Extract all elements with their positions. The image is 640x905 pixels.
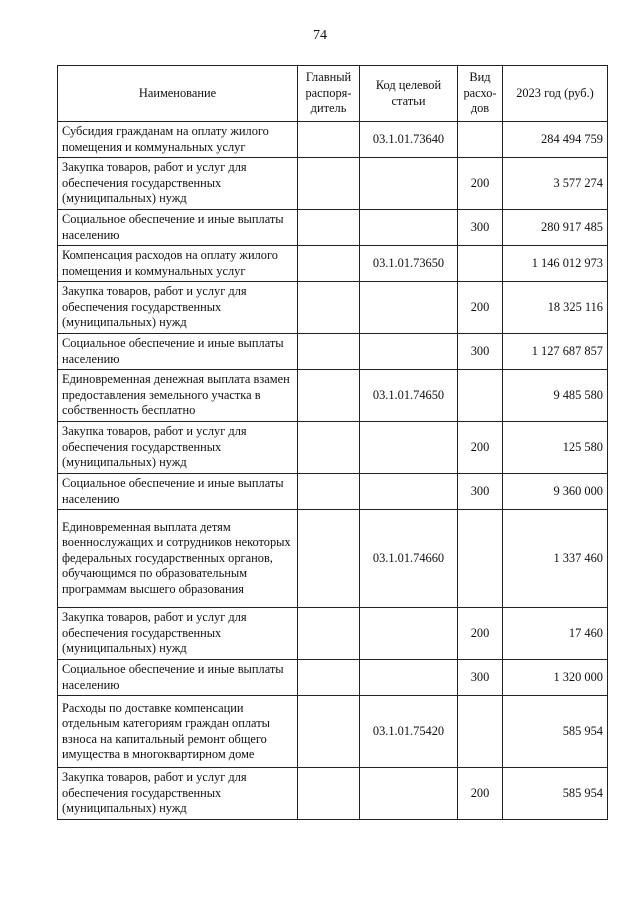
cell-type: 200 [458, 282, 503, 334]
cell-name: Компенсация расходов на оплату жилого помещения и коммунальных услуг [58, 246, 298, 282]
table-row [58, 422, 608, 474]
cell-admin [298, 122, 360, 158]
table-body [58, 122, 608, 820]
table-row [58, 370, 608, 422]
cell-amount: 585 954 [503, 696, 608, 768]
header-code: Код целевой статьи [360, 66, 458, 122]
cell-name: Закупка товаров, работ и услуг для обеспечения государственных (муниципальных) нужд [58, 608, 298, 660]
header-type: Вид расхо-дов [458, 66, 503, 122]
cell-name: Единовременная выплата детям военнослужащих и сотрудников некоторых федеральных государственных органов, обучающимся по образовательным программам высшего образования [58, 510, 298, 608]
cell-type [458, 510, 503, 608]
cell-amount: 1 337 460 [503, 510, 608, 608]
table-row [58, 246, 608, 282]
cell-code [360, 158, 458, 210]
cell-type: 200 [458, 608, 503, 660]
cell-code [360, 660, 458, 696]
cell-name: Социальное обеспечение и иные выплаты населению [58, 660, 298, 696]
cell-admin [298, 608, 360, 660]
cell-amount: 18 325 116 [503, 282, 608, 334]
cell-type: 300 [458, 474, 503, 510]
cell-code [360, 608, 458, 660]
cell-admin [298, 696, 360, 768]
cell-name: Закупка товаров, работ и услуг для обеспечения государственных (муниципальных) нужд [58, 422, 298, 474]
cell-type: 300 [458, 210, 503, 246]
cell-admin [298, 334, 360, 370]
cell-amount: 280 917 485 [503, 210, 608, 246]
cell-type: 200 [458, 768, 503, 820]
cell-code [360, 210, 458, 246]
cell-code [360, 768, 458, 820]
cell-code [360, 422, 458, 474]
cell-name: Единовременная денежная выплата взамен предоставления земельного участка в собственность бесплатно [58, 370, 298, 422]
cell-admin [298, 370, 360, 422]
cell-code [360, 282, 458, 334]
cell-amount: 9 360 000 [503, 474, 608, 510]
cell-type: 200 [458, 158, 503, 210]
cell-amount: 284 494 759 [503, 122, 608, 158]
cell-code: 03.1.01.73650 [360, 246, 458, 282]
cell-amount: 1 320 000 [503, 660, 608, 696]
cell-name: Расходы по доставке компенсации отдельным категориям граждан оплаты взноса на капитальный ремонт общего имущества в многоквартирном доме [58, 696, 298, 768]
cell-type [458, 246, 503, 282]
cell-admin [298, 422, 360, 474]
cell-code: 03.1.01.74650 [360, 370, 458, 422]
cell-admin [298, 210, 360, 246]
cell-admin [298, 510, 360, 608]
cell-name: Субсидия гражданам на оплату жилого помещения и коммунальных услуг [58, 122, 298, 158]
table-row [58, 768, 608, 820]
cell-name: Социальное обеспечение и иные выплаты населению [58, 474, 298, 510]
header-name: Наименование [58, 66, 298, 122]
table-row [58, 510, 608, 608]
cell-admin [298, 158, 360, 210]
cell-amount: 585 954 [503, 768, 608, 820]
cell-type [458, 696, 503, 768]
cell-code: 03.1.01.75420 [360, 696, 458, 768]
cell-type [458, 370, 503, 422]
table-row [58, 608, 608, 660]
table-row [58, 210, 608, 246]
cell-amount: 1 146 012 973 [503, 246, 608, 282]
cell-type: 300 [458, 334, 503, 370]
table-row [58, 122, 608, 158]
cell-name: Закупка товаров, работ и услуг для обеспечения государственных (муниципальных) нужд [58, 768, 298, 820]
header-row [58, 66, 608, 122]
table-header [58, 66, 608, 122]
cell-admin [298, 660, 360, 696]
cell-admin [298, 768, 360, 820]
cell-admin [298, 474, 360, 510]
table-row [58, 334, 608, 370]
table-row [58, 158, 608, 210]
table-row [58, 282, 608, 334]
cell-amount: 1 127 687 857 [503, 334, 608, 370]
cell-amount: 17 460 [503, 608, 608, 660]
cell-name: Закупка товаров, работ и услуг для обеспечения государственных (муниципальных) нужд [58, 158, 298, 210]
cell-code: 03.1.01.73640 [360, 122, 458, 158]
table-row [58, 660, 608, 696]
header-year: 2023 год (руб.) [503, 66, 608, 122]
header-admin: Главный распоря-дитель [298, 66, 360, 122]
cell-code: 03.1.01.74660 [360, 510, 458, 608]
cell-name: Социальное обеспечение и иные выплаты населению [58, 210, 298, 246]
cell-amount: 125 580 [503, 422, 608, 474]
table-row [58, 474, 608, 510]
cell-name: Социальное обеспечение и иные выплаты населению [58, 334, 298, 370]
table-row [58, 696, 608, 768]
cell-amount: 9 485 580 [503, 370, 608, 422]
cell-type: 300 [458, 660, 503, 696]
cell-type [458, 122, 503, 158]
budget-table [57, 65, 608, 820]
cell-admin [298, 246, 360, 282]
page-number: 74 [313, 28, 327, 43]
cell-amount: 3 577 274 [503, 158, 608, 210]
cell-type: 200 [458, 422, 503, 474]
cell-code [360, 474, 458, 510]
cell-name: Закупка товаров, работ и услуг для обеспечения государственных (муниципальных) нужд [58, 282, 298, 334]
cell-code [360, 334, 458, 370]
cell-admin [298, 282, 360, 334]
